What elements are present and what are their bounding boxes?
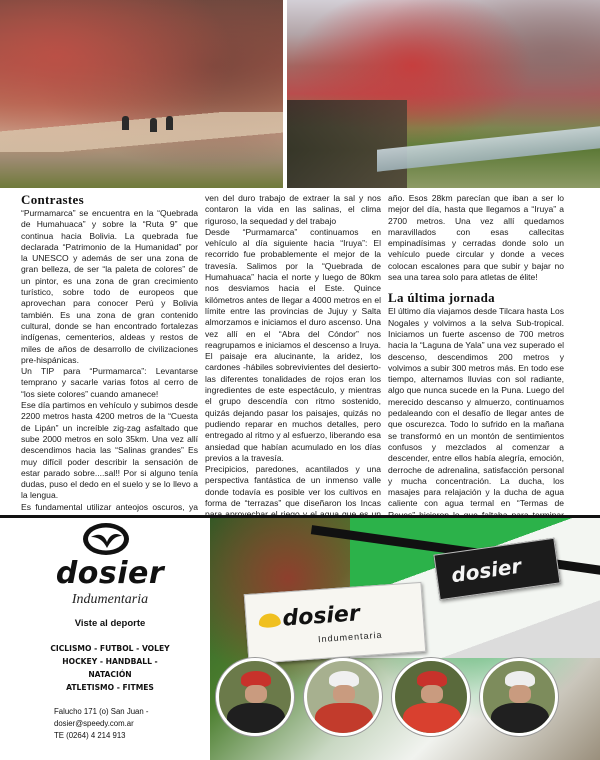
brand-subtitle: Indumentaria [71,592,149,607]
paragraph: “Purmamarca” se encuentra en la “Quebrada de Humahuaca” y sobre la “Ruta 9” que continua hacia Bolivia. La quebrada fue declarada “Patrimonio de la Humanidad” por la UNESCO y además de ser una zona de gran belleza, de ser “la paleta de colores” de un pintor, es una zona de gran crecimiento turístico, sobre todo de europeos que aprovechan para conocer Perú y Bolivia también. Es una zona de gran contenido cultural, donde se han encontrado fortalezas indígenas, cementerios, aldeas y restos de miles de años de desarrollo de civilizaciones pre-hispánicas. [21,208,198,365]
paragraph: El último día viajamos desde Tilcara hasta Los Nogales y volvimos a la selva Sub-tropical. Iniciamos un fuerte ascenso de 700 metros hacia la “Laguna de Yala” una vez superado el descenso, descendimos 200 metros y volvimos a subir 300 metros más. En todo ese tiempo, alternamos lluvias con sol radiante, algo que nunca sucede en la Puna. Luego del merecido descanso y almuerzo, continuamos pedaleando con el desafío de llegar antes de que oscurezca. Todo lo sufrido en la mañana se transformó en un montón de sentimientos confusos y mezclados al comenzar a descender, entre ellos había alegría, emoción, derroche de adrenalina, satisfacción personal y mucha concentración. La ducha, los masajes para relajación y la ducha de agua caliente con agua termal en “Termas de [388,306,564,509]
jersey-shape [403,703,461,736]
hang-tag [244,582,426,664]
face-shape [509,685,531,703]
ad-tagline: Viste al deporte [74,618,146,629]
brand-name: dosier [55,556,165,591]
face-shape [333,685,355,703]
sports-list [40,642,180,694]
article-body [0,193,600,513]
paragraph: Ese día partimos en vehículo y subimos desde 2200 metros hasta 4200 metros de la “Cuesta de Lipán” un increíble zig-zag asfaltado que sube 2000 metros en solo 35km. Una vez allí descendimos hacia las “Salinas grandes” Es muy difícil poder describir la sensación de estar parado sobre....sal!! Por si alguno tenía dudas, puso el dedo en el suelo y se lo llevo a la lengua. [21,400,198,501]
section-heading-ultima-jornada: La última jornada [388,290,495,306]
jersey-shape [315,703,373,736]
photo-seven-colors-hill [287,0,600,188]
ad-dosier-info [0,518,210,760]
article-column-1 [21,193,198,547]
phone-line: TE (0264) 4 214 913 [54,731,126,740]
jersey-shape [491,703,549,736]
sports-line: ATLETISMO - FITMES [66,683,154,692]
tag-subtitle: Indumentaria [317,629,383,645]
ad-jersey-photo [210,518,600,760]
paragraph: año. Esos 28km parecían que iban a ser lo mejor del día, hasta que llegamos a “Iruya” a 2700 metros. Una vez allí quedamos maravillados con esas callecitas empinadísimas y cerradas donde solo un vehículo puede circular y donde a veces colocan escalones para que subir y bajar no sea una tarea solo para atletas de élite! [388,193,564,283]
paragraph: Desde “Purmamarca” continuamos en vehículo al día siguiente hacia “Iruya”: El recorrido fue probablemente el mejor de la travesía. Salimos por la “Quebrada de Humahuaca” hacia el norte y luego de 80km nos desviamos hacia el Este. Quince kilómetros antes de llegar a 4000 metros en el límite entre las provincias de Jujuy y Salta almorzamos e iniciamos el duro ascenso. Una vez allí en el “Abra del Cóndor” nos reagrupamos e iniciamos el descenso a Iruya. El paisaje era alucinante, la aridez, los cardones -hábiles sobrevivientes del desierto- las diferentes tonalidades de rojos eran los ingredientes de este espectáculo, y mientras el grupo descendía con ritmo sostenido, quizás dejando pasar los paisajes, quizás no pudiendo reparar en muchos detalles, pero entregado al ritmo y al esfuerzo, liberando esa ansiedad que habían acumulado en los días previos a la travesía. [205,226,381,463]
cyclist-avatar [392,658,470,736]
cyclist-avatar [216,658,294,736]
dosier-logo-icon [82,522,130,556]
paragraph: Un TIP para “Purmamarca”: Levantarse temprano y sacarle varias fotos al cerro de “los siete colores” cuando amanece! [21,366,198,399]
paragraph: Precipicios, paredones, acantilados y una perspectiva fantástica de un inmenso valle donde todavía es posible ver los cultivos en forma de “terrazas” que diseñaron los Incas [205,464,381,509]
address-line: Falucho 171 (o) San Juan - dosier@speedy.com.ar [54,707,149,728]
photo-shadow-area [287,100,407,188]
cyclist-avatar [480,658,558,736]
face-shape [421,685,443,703]
article-column-3 [388,193,564,532]
tag-brand: dosier [281,601,361,632]
face-shape [245,685,267,703]
contact-info [54,706,214,742]
section-heading-contrastes: Contrastes [21,192,84,207]
cyclist-avatar [304,658,382,736]
cyclist-figure [166,116,173,130]
road-shape [0,112,283,152]
river-shape [377,126,600,171]
paragraph: Es fundamental utilizar anteojos oscuros, ya [21,501,198,512]
tag-brand: dosier [449,553,523,588]
sports-line: HOCKEY - HANDBALL - NATACIÓN [62,657,158,679]
article-column-2 [205,193,381,532]
sports-line: CICLISMO - FUTBOL - VOLEY [50,644,170,653]
photo-cyclists-quebrada [0,0,283,188]
cyclist-figure [122,116,129,130]
dosier-logo-icon [258,613,281,629]
jersey-shape [227,703,285,736]
cyclist-figure [150,118,157,132]
paragraph: ven del duro trabajo de extraer la sal y nos contaron la vida en las salinas, el clima riguroso, la sequedad y del trabajo [205,193,381,226]
